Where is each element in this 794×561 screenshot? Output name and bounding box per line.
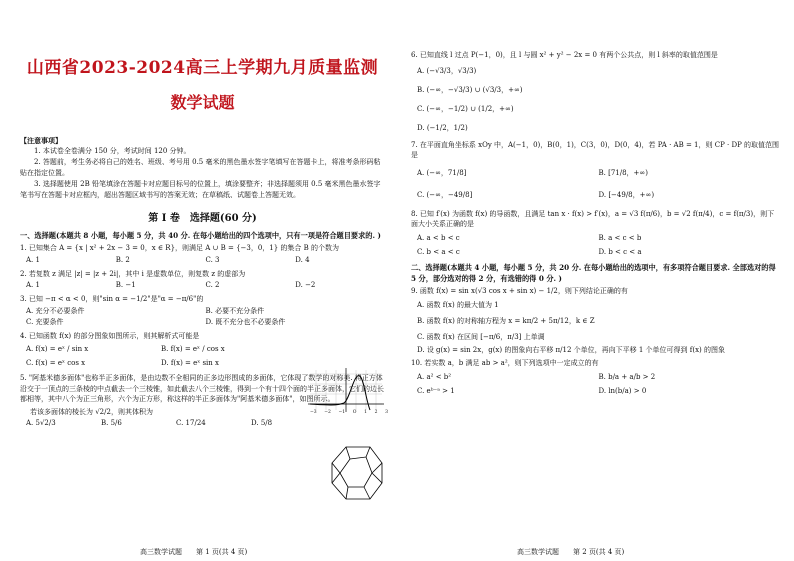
function-graph xyxy=(306,366,386,420)
option: B. 函数 f(x) 的对称轴方程为 x = kπ/2 + 5π/12，k ∈ Z xyxy=(417,317,595,325)
option: A. 函数 f(x) 的最大值为 1 xyxy=(417,301,499,309)
question-4-options xyxy=(26,342,296,370)
option: C. b < a < c xyxy=(417,247,460,256)
option: B. −1 xyxy=(115,281,136,289)
tick-label: O xyxy=(352,410,357,415)
option: A. (−√3/3，√3/3) xyxy=(417,66,477,75)
option: C. f(x) = eˣ cos x xyxy=(26,359,86,367)
tick-label: −2 xyxy=(324,410,331,415)
option: D. (−1/2，1/2) xyxy=(417,123,468,132)
question-9: 9. 函数 f(x) = sin x(√3 cos x + sin x) − 1/2，则下列结论正确的有 xyxy=(411,286,628,295)
graph-tick-labels xyxy=(310,410,388,415)
polyhedron-svg xyxy=(326,443,386,503)
part2-instruction: 二、选择题(本题共 4 小题，每小题 5 分，共 20 分. 在每小题给出的选项中，有多项符合题目要求. 全部选对的得 5 分，部分选对的得 2 分，有选错的得 0 分. ) xyxy=(411,262,776,283)
part1-instruction: 一、选择题(本题共 8 小题，每小题 5 分，共 40 分. 在每小题给出的四个选项中，只有一项是符合题目要求的. ) xyxy=(20,231,381,240)
question-3: 3. 已知 −π < α < 0，则"sin α = −1/2"是"α = −π/6"的 xyxy=(20,295,204,303)
option: A. a < b < c xyxy=(417,233,460,242)
exam-title: 山西省2023-2024高三上学期九月质量监测 xyxy=(26,58,379,78)
question-5-prompt: 若该多面体的棱长为 √2/2，则其体积为 xyxy=(30,407,153,416)
section-title: 第 I 卷 选择题(60 分) xyxy=(148,213,257,224)
option: B. b/a + a/b > 2 xyxy=(598,372,656,381)
notice-heading: 【注意事项】 xyxy=(20,136,62,145)
question-7-options xyxy=(417,162,780,206)
option: D. −2 xyxy=(295,281,316,289)
page-footer: 高三数学试题 第 2 页(共 4 页) xyxy=(517,548,625,556)
option: B. 2 xyxy=(115,255,130,264)
tick-label: 1 xyxy=(364,410,367,415)
question-5: 5. "阿基米德多面体"也称半正多面体，是由边数不全相同的正多边形围成的多面体，它体现了数学的对称美. 将正方体沿交于一顶点的三条棱的中点截去一个三棱锥，如此截去八个三棱锥，得到一个有十四个面的半正多面体，它们的边长都相等，其中八个为正三角形，六个为正方形，称这样的半正多面体为"阿基米德多面体"，如图所示。 xyxy=(20,374,384,403)
tick-label: −3 xyxy=(310,410,317,415)
question-8-options xyxy=(417,231,780,259)
option: B. f(x) = eˣ / cos x xyxy=(161,345,225,353)
option: D. [−49/8，+∞) xyxy=(598,190,655,199)
function-curve xyxy=(310,376,370,410)
option: A. f(x) = eˣ / sin x xyxy=(26,345,89,353)
question-2: 2. 若复数 z 满足 |z| = |z + 2i|，其中 i 是虚数单位，则复数 z 的虚部为 xyxy=(20,269,246,278)
option: D. 5/8 xyxy=(251,419,273,427)
question-10-options xyxy=(417,370,780,398)
notice-item: 2. 答题前，考生务必将自己的姓名、班级、考号用 0.5 毫米的黑色墨水签字笔填写在答题卡上，将准考条形码粘贴在指定位置。 xyxy=(20,158,381,177)
option: D. b < c < a xyxy=(598,247,642,256)
tick-label: 3 xyxy=(385,410,388,415)
option: C. (−∞，−1/2) ∪ (1/2，+∞) xyxy=(417,104,514,113)
option: B. [71/8，+∞) xyxy=(598,168,648,177)
option: A. (−∞，71/8] xyxy=(417,168,467,177)
page-footer: 高三数学试题 第 1 页(共 4 页) xyxy=(140,548,248,556)
option: C. eᵇ⁻ᵃ > 1 xyxy=(417,386,455,395)
option: B. 必要不充分条件 xyxy=(205,306,265,315)
notice-item: 3. 选择题使用 2B 铅笔填涂在答题卡对应题目标号的位置上，填涂要整齐；非选择题须用 0.5 毫米黑色墨水签字笔书写在答题卡对应框内，超出答题区域书写的答案无效；在草稿纸、试题卷上答题无效。 xyxy=(20,180,381,199)
question-3-options xyxy=(26,306,385,328)
question-2-options xyxy=(26,280,385,291)
option: A. 5√2/3 xyxy=(26,419,56,427)
question-10: 10. 若实数 a，b 满足 ab > a²，则下列选项中一定成立的有 xyxy=(411,359,599,367)
option: D. 4 xyxy=(295,255,310,264)
right-page xyxy=(397,0,794,561)
question-1: 1. 已知集合 A = {x | x² + 2x − 3 = 0，x ∈ R}，则满足 A ∪ B = {−3，0，1} 的集合 B 的个数为 xyxy=(20,244,340,252)
tick-label: −1 xyxy=(338,410,346,415)
tick-label: 2 xyxy=(374,410,378,415)
option: C. 2 xyxy=(205,281,220,289)
option: D. ln(b/a) > 0 xyxy=(598,386,647,395)
option: D. f(x) = eˣ sin x xyxy=(161,359,219,367)
question-1-options xyxy=(26,255,385,266)
question-7: 7. 在平面直角坐标系 xOy 中，A(−1，0)，B(0，1)，C(3，0)，D(0，4)，若 PA · AB = 1，则 CP · DP 的取值范围是 xyxy=(411,140,780,159)
option: B. (−∞，−√3/3) ∪ (√3/3，+∞) xyxy=(417,85,523,94)
question-6-options xyxy=(417,62,780,138)
option: D. 设 g(x) = sin 2x，g(x) 的图象向右平移 π/12 个单位，再向下平移 1 个单位可得到 f(x) 的图象 xyxy=(417,346,725,354)
question-4: 4. 已知函数 f(x) 的部分图象如图所示，则其解析式可能是 xyxy=(20,331,200,340)
option: D. 既不充分也不必要条件 xyxy=(205,317,286,326)
polyhedron-figure xyxy=(326,443,386,507)
option: C. 函数 f(x) 在区间 [−π/6，π/3] 上单调 xyxy=(417,333,545,341)
option: A. 充分不必要条件 xyxy=(26,306,85,315)
question-5-options xyxy=(26,418,326,429)
option: C. 17/24 xyxy=(176,419,206,427)
question-9-options xyxy=(417,297,780,356)
option: A. 1 xyxy=(26,281,40,289)
option: C. (−∞，−49/8] xyxy=(417,190,473,199)
option: A. 1 xyxy=(26,255,40,264)
notice-item: 1. 本试卷全卷满分 150 分，考试时间 120 分钟。 xyxy=(34,147,191,155)
option: B. a < c < b xyxy=(598,233,642,242)
question-6: 6. 已知直线 l 过点 P(−1，0)，且 l 与圆 x² + y² − 2x = 0 有两个公共点，则 l 斜率的取值范围是 xyxy=(411,51,718,59)
function-graph-svg xyxy=(306,366,386,416)
option: C. 3 xyxy=(205,255,220,264)
option: B. 5/6 xyxy=(101,419,122,427)
exam-subtitle: 数学试题 xyxy=(170,93,235,112)
option: C. 充要条件 xyxy=(26,317,64,326)
question-8: 8. 已知 f′(x) 为函数 f(x) 的导函数，且满足 tan x · f(x) > f′(x)，a = √3 f(π/6)，b = √2 f(π/4)，c = f(π/3)，则下面大小关系正确的是 xyxy=(411,209,775,228)
option: A. a² < b² xyxy=(417,372,452,381)
